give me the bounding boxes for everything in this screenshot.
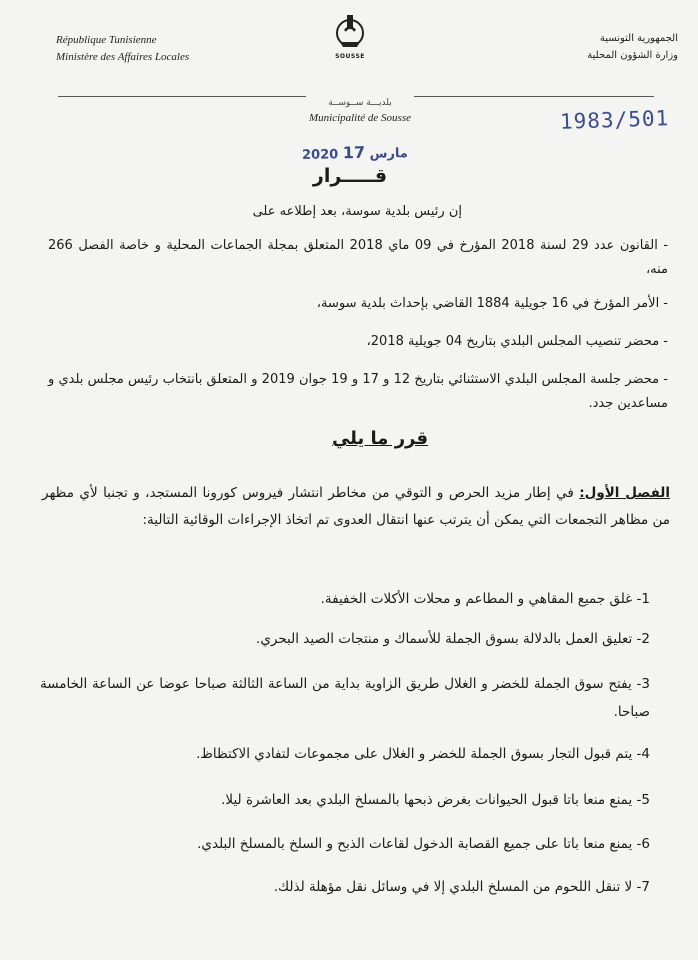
measure-item: 3- يفتح سوق الجملة للخضر و الغلال طريق الزاوية بداية من الساعة الثالثة صباحا عوضا عن الساعة الخامسة صباحا. <box>40 676 650 720</box>
article-one-text: في إطار مزيد الحرص و التوقي من مخاطر انتشار فيروس كورونا المستجد، و تجنبا لأي مظهر من مظاهر التجمعات التي يمكن أن يترتب عنها انتقال العدوى تم اتخاذ الإجراءات الوقائية التالية: <box>42 485 670 528</box>
intro-text: إن رئيس بلدية سوسة، بعد إطلاعه على <box>252 204 462 219</box>
date-stamp <box>302 142 408 163</box>
article-one <box>42 480 670 534</box>
decision-heading: قرر ما يلي <box>331 428 429 449</box>
reference-item: - الأمر المؤرخ في 16 جويلية 1884 القاضي بإحداث بلدية سوسة، <box>316 296 668 311</box>
municipality-label-ar: بلديـــة ســوســة <box>328 98 392 108</box>
header-divider-left <box>58 96 306 97</box>
date-stamp-day: 17 <box>342 142 366 163</box>
republic-label-fr: République Tunisienne <box>56 34 157 46</box>
measure-item: 4- يتم قبول التجار بسوق الجملة للخضر و الغلال على مجموعات لتفادي الاكتظاظ. <box>196 746 650 762</box>
sousse-logo <box>322 12 378 64</box>
sousse-emblem-icon <box>330 12 370 52</box>
article-one-label: الفصل الأول: <box>579 485 670 501</box>
reference-item: - محضر تنصيب المجلس البلدي بتاريخ 04 جويلية 2018، <box>366 334 668 349</box>
header-french <box>56 32 256 66</box>
reference-item: - القانون عدد 29 لسنة 2018 المؤرخ في 09 ماي 2018 المتعلق بمجلة الجماعات المحلية و خاصة الفصل 266 منه، <box>48 238 669 277</box>
measure-item: 6- يمنع منعا باتا على جميع القصابة الدخول لقاعات الذبح و السلخ بالمسلخ البلدي. <box>197 836 650 852</box>
logo-label: SOUSSE <box>335 53 365 60</box>
date-stamp-year: 2020 <box>301 147 339 163</box>
measure-item: 5- يمنع منعا باتا قبول الحيوانات بغرض ذبحها بالمسلخ البلدي بعد العاشرة ليلا. <box>221 792 650 808</box>
header-arabic <box>528 30 678 64</box>
measure-item: 1- غلق جميع المقاهي و المطاعم و محلات الأكلات الخفيفة. <box>320 591 650 607</box>
reference-number: 1983/501 <box>559 106 670 134</box>
measure-item: 7- لا تنقل اللحوم من المسلخ البلدي إلا في وسائل نقل مؤهلة لذلك. <box>273 879 650 895</box>
measure-item: 2- تعليق العمل بالدلالة بسوق الجملة للأسماك و منتجات الصيد البحري. <box>256 631 650 647</box>
document-title: قـــــرار <box>312 165 388 187</box>
ministry-label-fr: Ministère des Affaires Locales <box>56 51 190 63</box>
republic-label-ar: الجمهورية التونسية <box>599 33 678 44</box>
municipality-label-fr: Municipalité de Sousse <box>308 112 412 124</box>
ministry-label-ar: وزارة الشؤون المحلية <box>587 50 678 61</box>
date-stamp-month: مارس <box>369 146 409 162</box>
reference-item: - محضر جلسة المجلس البلدي الاستثنائي بتاريخ 12 و 17 و 19 جوان 2019 و المتعلق بانتخاب رئيس مجلس بلدي و مساعدين جدد. <box>48 372 668 411</box>
header-divider-right <box>414 96 654 97</box>
